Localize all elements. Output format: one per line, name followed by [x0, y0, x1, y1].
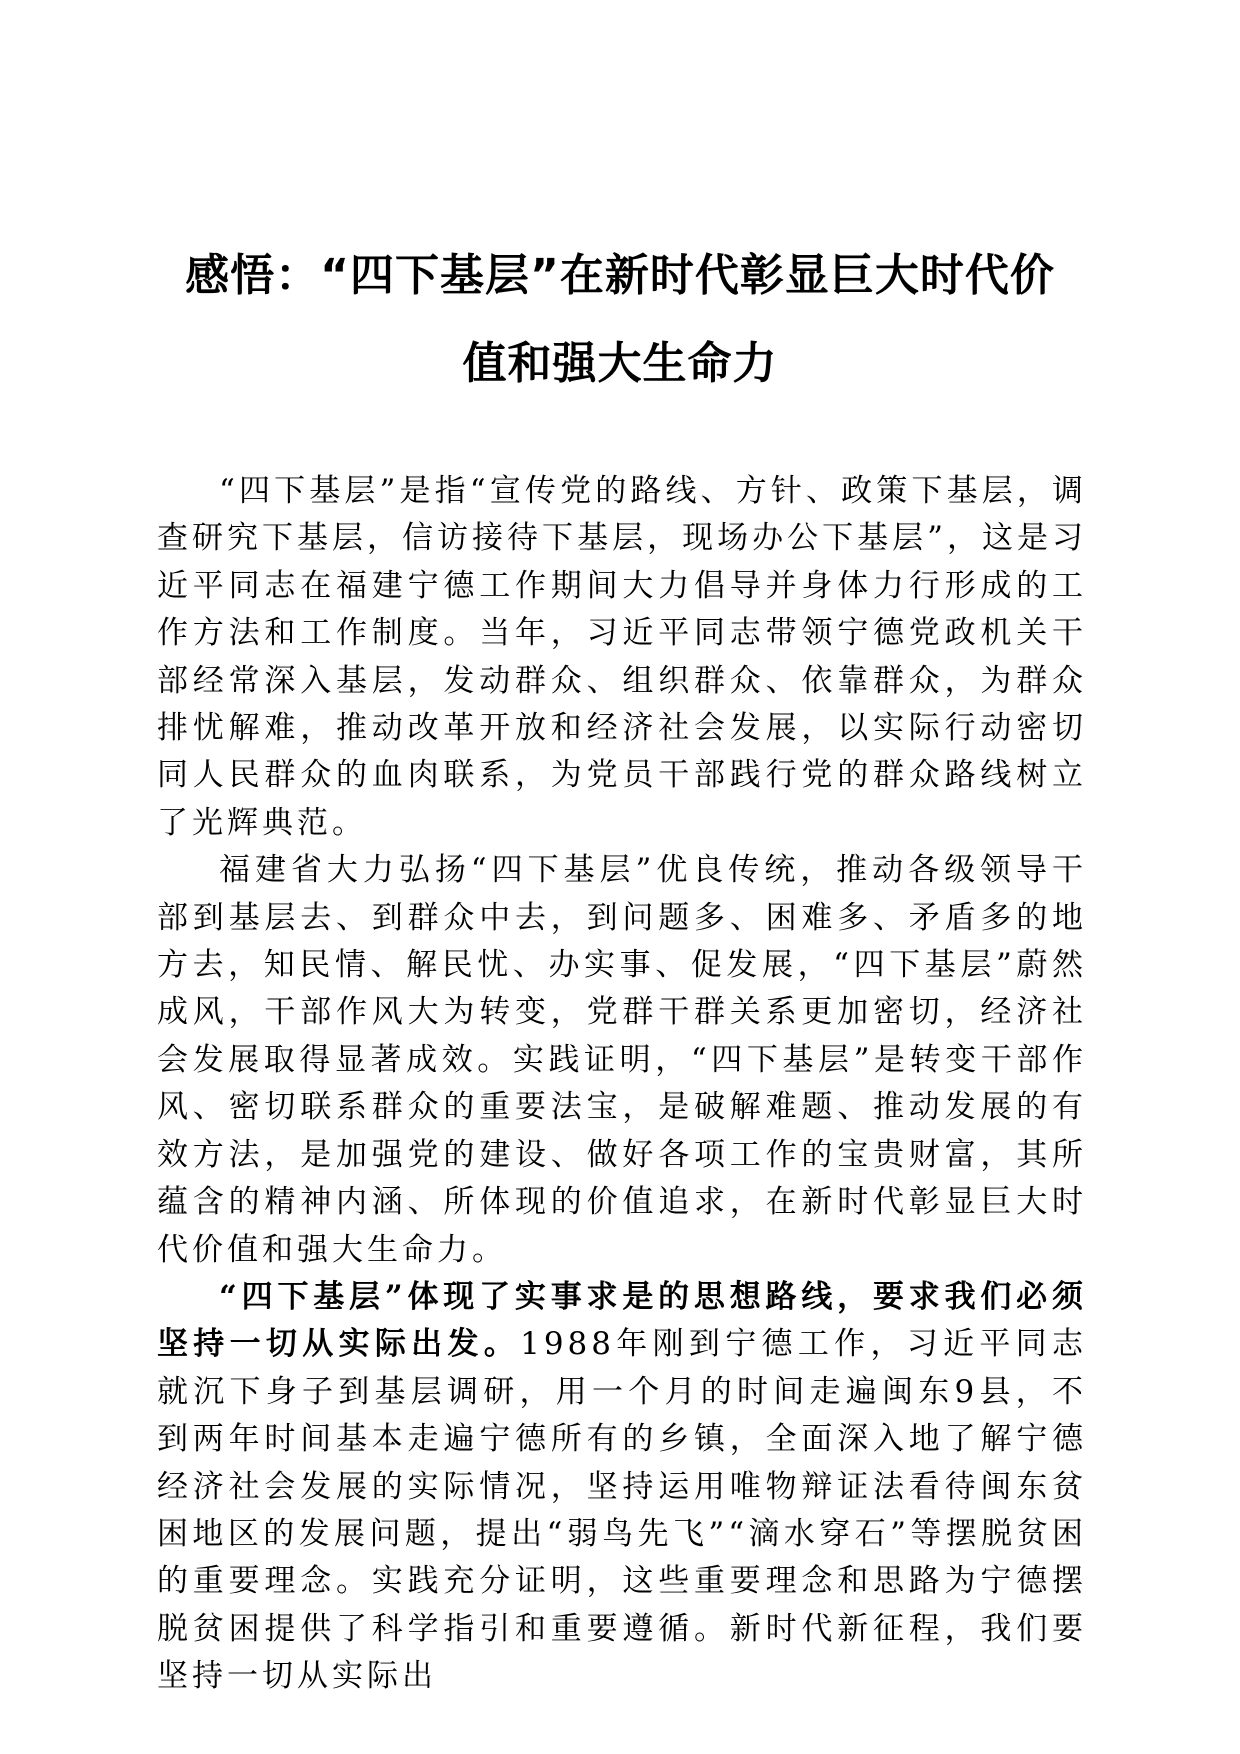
paragraph-1 [157, 468, 1087, 847]
document-title [150, 232, 1090, 408]
paragraph-3-lead: “四下基层”体现了实事求是的思想路线，要求我们必须坚持一切从实际出发。 [157, 1278, 1087, 1363]
title-line-1: 感悟：“四下基层”在新时代彰显巨大时代价 [185, 250, 1055, 301]
document-body [157, 468, 1087, 1701]
paragraph-2 [157, 847, 1087, 1274]
paragraph-3 [157, 1274, 1087, 1701]
paragraph-2-text: 福建省大力弘扬“四下基层”优良传统，推动各级领导干部到基层去、到群众中去，到问题多、困难多、矛盾多的地方去，知民情、解民忧、办实事、促发展，“四下基层”蔚然成风，干部作风大为转变，党群干群关系更加密切，经济社会发展取得显著成效。实践证明，“四下基层”是转变干部作风、密切联系群众的重要法宝，是破解难题、推动发展的有效方法，是加强党的建设、做好各项工作的宝贵财富，其所蕴含的精神内涵、所体现的价值追求，在新时代彰显巨大时代价值和强大生命力。 [157, 852, 1087, 1268]
paragraph-1-text: “四下基层”是指“宣传党的路线、方针、政策下基层，调查研究下基层，信访接待下基层，现场办公下基层”，这是习近平同志在福建宁德工作期间大力倡导并身体力行形成的工作方法和工作制度。当年，习近平同志带领宁德党政机关干部经常深入基层，发动群众、组织群众、依靠群众，为群众排忧解难，推动改革开放和经济社会发展，以实际行动密切同人民群众的血肉联系，为党员干部践行党的群众路线树立了光辉典范。 [157, 473, 1087, 841]
title-line-2: 值和强大生命力 [462, 338, 778, 389]
paragraph-3-text: 1988年刚到宁德工作，习近平同志就沉下身子到基层调研，用一个月的时间走遍闽东9县，不到两年时间基本走遍宁德所有的乡镇，全面深入地了解宁德经济社会发展的实际情况，坚持运用唯物辩证法看待闽东贫困地区的发展问题，提出“弱鸟先飞”“滴水穿石”等摆脱贫困的重要理念。实践充分证明，这些重要理念和思路为宁德摆脱贫困提供了科学指引和重要遵循。新时代新征程，我们要坚持一切从实际出 [157, 1326, 1087, 1695]
